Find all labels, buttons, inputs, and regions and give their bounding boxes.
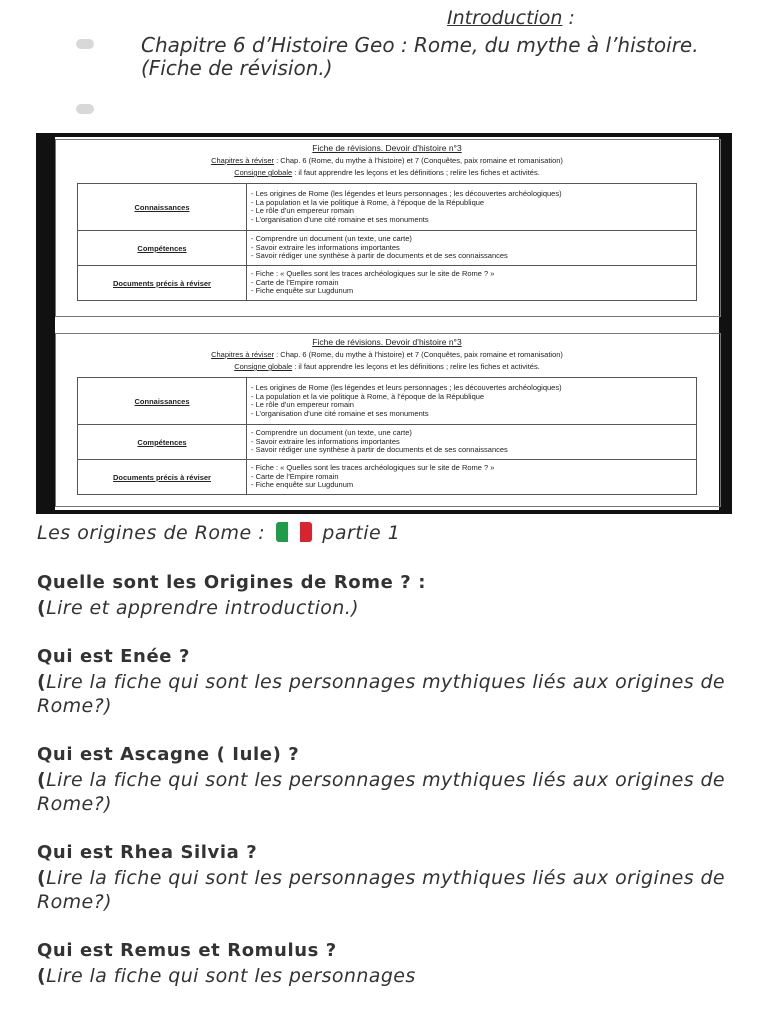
row-item: - Les origines de Rome (les légendes et leurs personnages ; les découvertes archéologiques) xyxy=(251,383,562,392)
row-item: - Le rôle d’un empereur romain xyxy=(251,206,354,215)
row-item: - La population et la vie politique à Rome, à l’époque de la République xyxy=(251,391,485,401)
fiche-chapitres-label: Chapitres à réviser xyxy=(211,156,275,165)
row-item: - Fiche enquête sur Lugdunum xyxy=(251,480,354,490)
row-key: Documents précis à réviser xyxy=(78,266,247,301)
question-note xyxy=(37,866,737,914)
row-item: - Les origines de Rome (les légendes et leurs personnages ; les découvertes archéologiques) xyxy=(251,189,562,198)
fiche-consigne-text: : il faut apprendre les leçons et les définitions ; relire les fiches et activités. xyxy=(292,168,540,177)
row-item: - Fiche : « Quelles sont les traces archéologiques sur le site de Rome ? » xyxy=(251,269,495,279)
row-item: - Savoir rédiger une synthèse à partir de documents et de ses connaissances xyxy=(251,445,508,455)
row-item: - L’organisation d’une cité romaine et ses monuments xyxy=(251,408,429,418)
note-text: Lire la fiche qui sont les personnages mythiques liés aux origines de Rome?) xyxy=(37,867,726,913)
fiche-title: Fiche de révisions. Devoir d’histoire n°3 xyxy=(312,337,462,347)
intro-suffix: : xyxy=(562,7,575,29)
question-note xyxy=(37,964,737,988)
note-open-paren: ( xyxy=(37,769,47,791)
row-item: - Savoir rédiger une synthèse à partir de documents et de ses connaissances xyxy=(251,251,508,261)
question-heading: Qui est Enée ? xyxy=(37,646,190,667)
row-item: - Carte de l’Empire romain xyxy=(251,277,339,287)
question-note xyxy=(37,768,737,816)
note-open-paren: ( xyxy=(37,867,47,889)
note-text: Lire la fiche qui sont les personnages xyxy=(46,965,416,987)
note-text: Lire et apprendre introduction.) xyxy=(46,597,359,619)
question-note xyxy=(37,596,737,620)
row-key: Connaissances xyxy=(78,184,247,231)
intro-label: Introduction xyxy=(447,7,563,29)
section-title-after: partie 1 xyxy=(322,522,401,544)
note-open-paren: ( xyxy=(37,965,47,987)
note-text: Lire la fiche qui sont les personnages mythiques liés aux origines de Rome?) xyxy=(37,671,726,717)
row-item: - Le rôle d’un empereur romain xyxy=(251,400,354,409)
row-item: - Comprendre un document (un texte, une carte) xyxy=(251,234,412,244)
row-item: - Fiche : « Quelles sont les traces archéologiques sur le site de Rome ? » xyxy=(251,463,495,473)
chapter-title: Chapitre 6 d’Histoire Geo : Rome, du mythe à l’histoire.(Fiche de révision.) xyxy=(141,33,699,80)
row-item: - La population et la vie politique à Rome, à l’époque de la République xyxy=(251,197,485,207)
fiche-frame xyxy=(55,139,721,317)
fiche-chapitres-text: : Chap. 6 (Rome, du mythe à l’histoire) et 7 (Conquêtes, paix romaine et romanisation) xyxy=(274,156,563,165)
row-item: - Savoir extraire les informations importantes xyxy=(251,436,400,446)
fiche-chapitres-label: Chapitres à réviser xyxy=(211,350,275,359)
fiche-consigne-text: : il faut apprendre les leçons et les définitions ; relire les fiches et activités. xyxy=(292,362,540,371)
row-key: Connaissances xyxy=(78,378,247,425)
note-open-paren: ( xyxy=(37,597,47,619)
bullet-dot-icon xyxy=(76,104,94,114)
row-item: - Savoir extraire les informations importantes xyxy=(251,242,400,252)
bullet-dot-icon xyxy=(76,39,94,49)
question-heading: Quelle sont les Origines de Rome ? : xyxy=(37,572,426,593)
question-heading: Qui est Rhea Silvia ? xyxy=(37,842,258,863)
italy-flag-icon xyxy=(276,522,312,542)
row-item: - Comprendre un document (un texte, une carte) xyxy=(251,428,412,438)
row-key: Documents précis à réviser xyxy=(78,460,247,495)
section-title-before: Les origines de Rome : xyxy=(37,522,266,544)
flag-stripe xyxy=(300,522,312,542)
fiche-consigne-label: Consigne globale xyxy=(234,362,293,371)
fiche-consigne-label: Consigne globale xyxy=(234,168,293,177)
question-heading: Qui est Remus et Romulus ? xyxy=(37,940,337,961)
fiche-chapitres-text: : Chap. 6 (Rome, du mythe à l’histoire) et 7 (Conquêtes, paix romaine et romanisation) xyxy=(274,350,563,359)
fiche-title: Fiche de révisions. Devoir d’histoire n°3 xyxy=(312,143,462,153)
revision-sheet-photo xyxy=(36,133,732,514)
flag-stripe xyxy=(276,522,288,542)
row-key: Compétences xyxy=(78,231,247,266)
flag-stripe xyxy=(288,522,300,542)
row-key: Compétences xyxy=(78,425,247,460)
revision-sheet xyxy=(55,137,719,510)
row-item: - Fiche enquête sur Lugdunum xyxy=(251,286,354,296)
row-item: - L’organisation d’une cité romaine et ses monuments xyxy=(251,214,429,224)
note-text: Lire la fiche qui sont les personnages mythiques liés aux origines de Rome?) xyxy=(37,769,726,815)
note-open-paren: ( xyxy=(37,671,47,693)
fiche-frame xyxy=(55,333,721,507)
question-note xyxy=(37,670,737,718)
intro-heading xyxy=(447,7,575,29)
question-heading: Qui est Ascagne ( Iule) ? xyxy=(37,744,300,765)
row-item: - Carte de l’Empire romain xyxy=(251,471,339,481)
section-title xyxy=(37,522,400,544)
